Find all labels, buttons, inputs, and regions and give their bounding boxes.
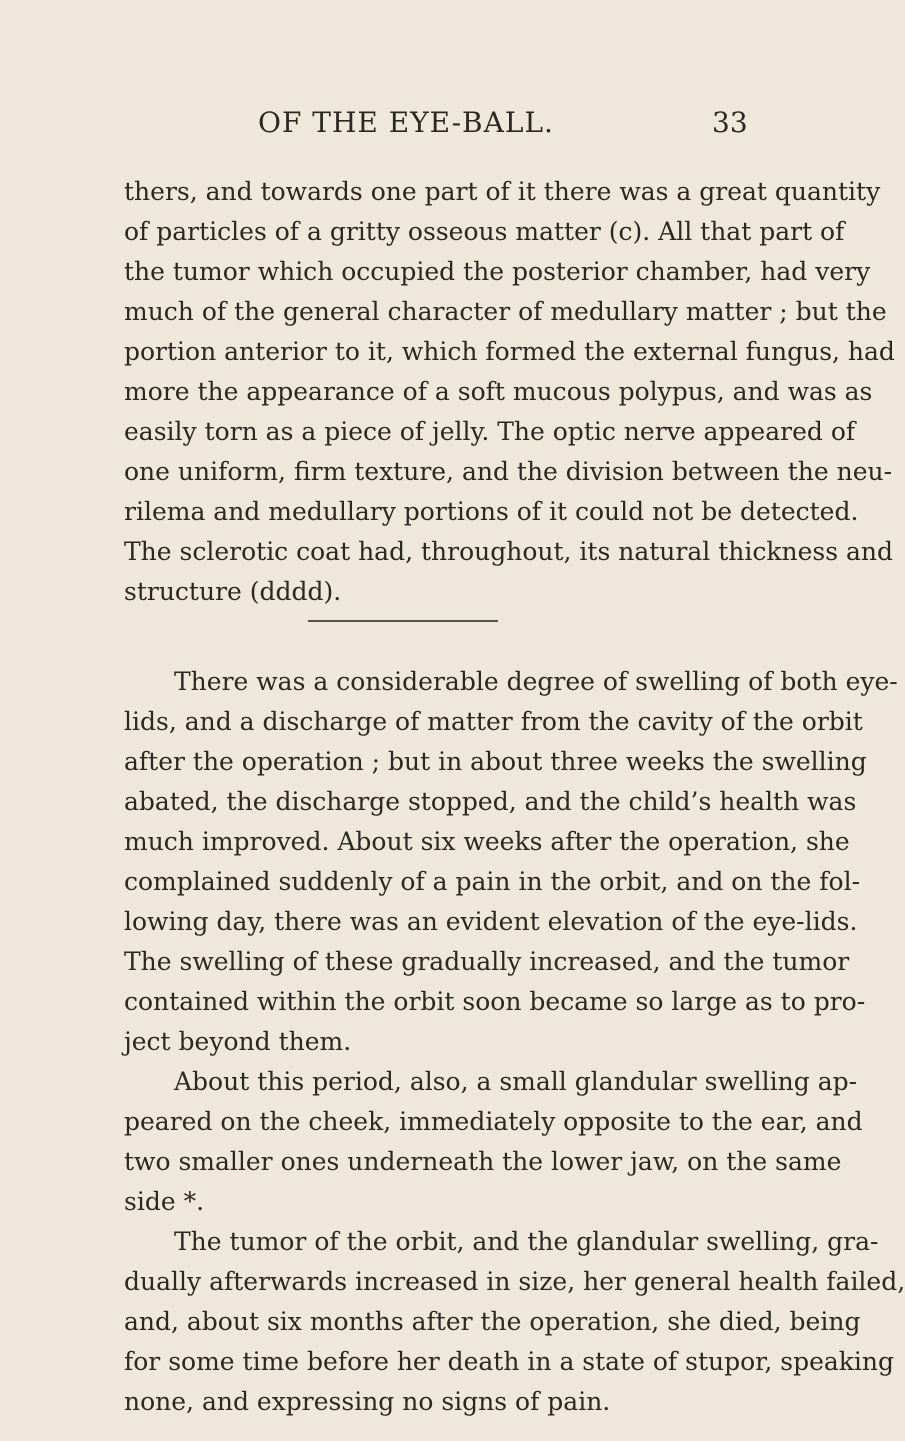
page-number: 33 (712, 106, 748, 139)
text-line: the tumor which occupied the posterior chamber, had very (124, 257, 871, 286)
text-line: About this period, also, a small glandular swelling ap- (174, 1067, 858, 1096)
text-line: dually afterwards increased in size, her general health failed, (124, 1267, 905, 1296)
text-line: abated, the discharge stopped, and the child’s health was (124, 787, 857, 816)
text-line: portion anterior to it, which formed the external fungus, had (124, 337, 895, 366)
text-line: peared on the cheek, immediately opposite to the ear, and (124, 1107, 863, 1136)
text-line: easily torn as a piece of jelly. The optic nerve appeared of (124, 417, 856, 446)
text-line: two smaller ones underneath the lower jaw, on the same (124, 1147, 842, 1176)
text-line: after the operation ; but in about three weeks the swelling (124, 747, 867, 776)
text-line: none, and expressing no signs of pain. (124, 1387, 611, 1416)
text-line: for some time before her death in a state of stupor, speaking (124, 1347, 895, 1376)
section-divider (308, 620, 498, 622)
text-line: The swelling of these gradually increased, and the tumor (124, 947, 850, 976)
text-line: more the appearance of a soft mucous polypus, and was as (124, 377, 873, 406)
running-title: OF THE EYE-BALL. (258, 106, 554, 139)
text-line: complained suddenly of a pain in the orbit, and on the fol- (124, 867, 861, 896)
text-line: contained within the orbit soon became so large as to pro- (124, 987, 866, 1016)
text-line: thers, and towards one part of it there was a great quantity (124, 177, 881, 206)
text-line: ject beyond them. (124, 1027, 352, 1056)
text-line: lowing day, there was an evident elevation of the eye-lids. (124, 907, 858, 936)
text-line: lids, and a discharge of matter from the cavity of the orbit (124, 707, 863, 736)
text-line: rilema and medullary portions of it could not be detected. (124, 497, 859, 526)
text-line: and, about six months after the operation, she died, being (124, 1307, 861, 1336)
text-line: one uniform, firm texture, and the division between the neu- (124, 457, 893, 486)
text-line: There was a considerable degree of swelling of both eye- (174, 667, 898, 696)
text-line: of particles of a gritty osseous matter (c). All that part of (124, 217, 845, 246)
text-line: much of the general character of medullary matter ; but the (124, 297, 887, 326)
text-line: side *. (124, 1187, 205, 1216)
text-line: structure (dddd). (124, 577, 342, 606)
text-line: The tumor of the orbit, and the glandular swelling, gra- (174, 1227, 879, 1256)
page-header (0, 100, 800, 160)
text-line: The sclerotic coat had, throughout, its natural thickness and (124, 537, 894, 566)
text-line: much improved. About six weeks after the operation, she (124, 827, 850, 856)
